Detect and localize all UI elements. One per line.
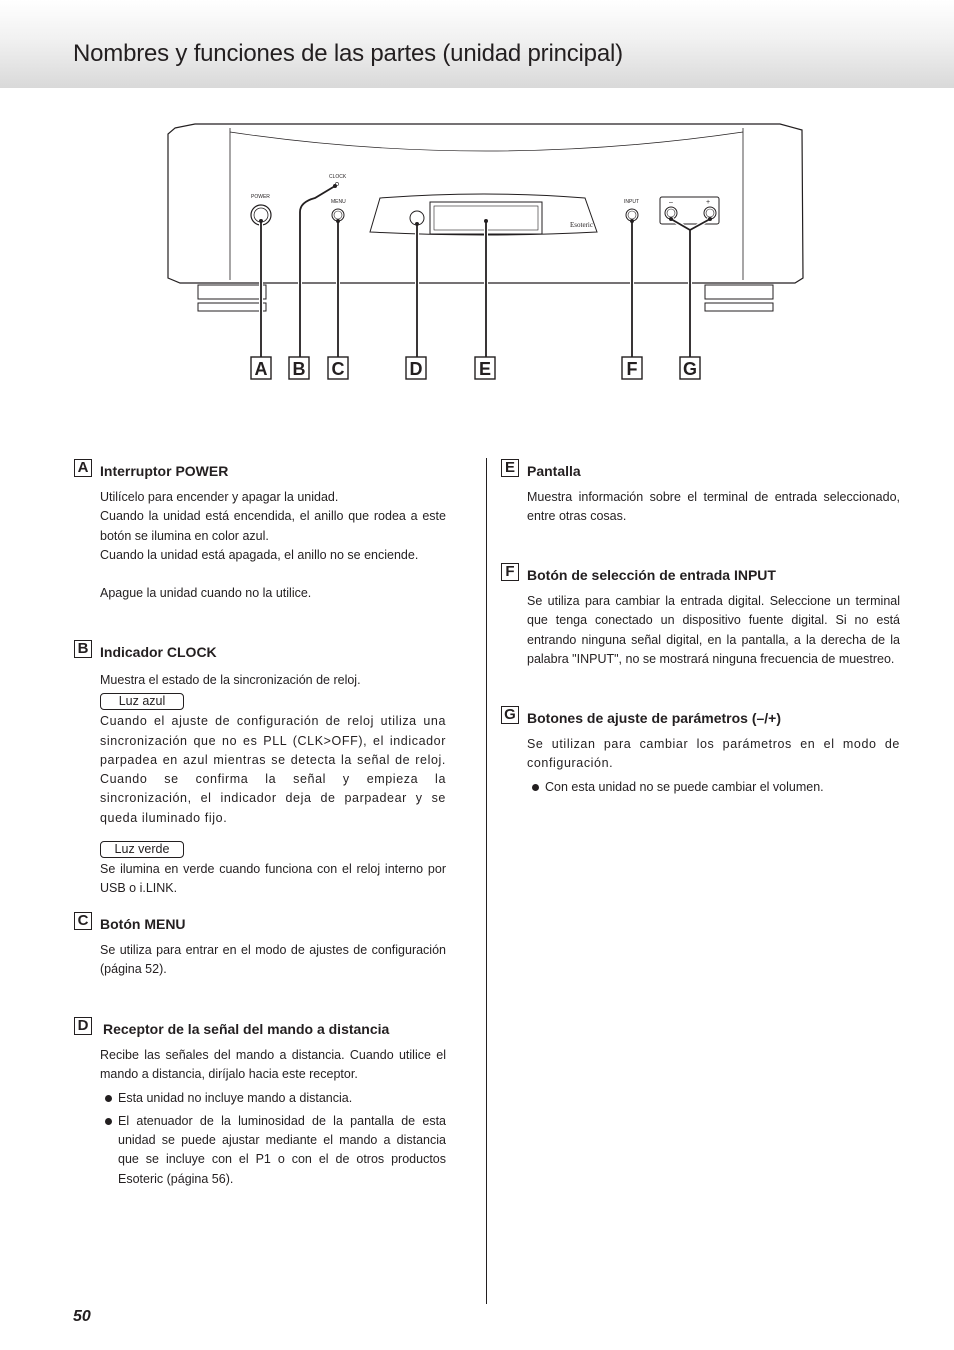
section-g-letter: G <box>501 706 519 724</box>
section-d-bullet-1: Esta unidad no incluye mando a distancia. <box>100 1089 446 1108</box>
callout-g: G <box>682 359 698 379</box>
section-b-text-3: Se ilumina en verde cuando funciona con el reloj interno por USB o i.LINK. <box>100 862 446 896</box>
section-g-title: Botones de ajuste de parámetros (–/+) <box>527 710 782 726</box>
section-g-bullet-1: Con esta unidad no se puede cambiar el volumen. <box>527 778 900 797</box>
section-e-letter: E <box>501 459 519 477</box>
section-c-text-1: Se utiliza para entrar en el modo de ajustes de configuración (página 52). <box>100 943 446 977</box>
section-d-bullet-2: El atenuador de la luminosidad de la pantalla de esta unidad se puede ajustar mediante el mando a distancia que se incluye con el P1 o con el de otros productos Esoteric (página 56). <box>100 1112 446 1189</box>
callout-a: A <box>254 359 268 379</box>
section-c-title: Botón MENU <box>100 916 186 932</box>
section-b-text-1: Muestra el estado de la sincronización de reloj. <box>100 673 361 687</box>
input-label: INPUT <box>624 199 639 205</box>
section-e <box>501 458 900 562</box>
green-light-label: Luz verde <box>100 841 184 858</box>
section-e-text-1: Muestra información sobre el terminal de entrada seleccionado, entre otras cosas. <box>527 490 900 524</box>
clock-label: CLOCK <box>329 174 347 180</box>
section-a-text-2: Cuando la unidad está encendida, el anillo que rodea a este botón se ilumina en color azul. <box>100 509 446 543</box>
section-c-letter: C <box>74 912 92 930</box>
section-d-title: Receptor de la señal del mando a distancia <box>103 1021 390 1037</box>
section-a-text-1: Utilícelo para encender y apagar la unidad. <box>100 490 339 504</box>
page-header <box>0 0 954 88</box>
section-g-text-1: Se utilizan para cambiar los parámetros en el modo de configuración. <box>527 737 900 771</box>
section-a-text-3: Cuando la unidad está apagada, el anillo no se enciende. <box>100 547 419 562</box>
minus-label: – <box>669 199 673 206</box>
blue-light-label: Luz azul <box>100 693 184 710</box>
section-f-letter: F <box>501 563 519 581</box>
callout-b: B <box>292 359 306 379</box>
page-number: 50 <box>73 1308 91 1325</box>
callout-d: D <box>409 359 423 379</box>
callout-f: F <box>626 359 638 379</box>
section-b-text-2: Cuando el ajuste de configuración de reloj utiliza una sincronización que no es PLL (CLK>OFF), el indicador parpadea en azul mientras se detecta la señal de reloj. Cuando se confirma la señal y empieza la sincronización, el indicador deja de parpadear y se queda iluminado fijo. <box>100 714 446 825</box>
page-title: Nombres y funciones de las partes (unidad principal) <box>73 40 623 67</box>
section-d <box>74 1016 446 1189</box>
section-f <box>501 562 900 705</box>
section-c <box>74 911 446 1016</box>
left-column <box>74 458 446 1193</box>
section-a-text-4: Apague la unidad cuando no la utilice. <box>100 586 312 601</box>
section-a-letter: A <box>74 459 92 477</box>
section-g <box>501 705 900 797</box>
section-b <box>74 639 446 911</box>
section-e-title: Pantalla <box>527 463 581 479</box>
section-f-text-1: Se utiliza para cambiar la entrada digital. Seleccione un terminal que tenga conectado un dispositivo fuente digital. Si no está entrando ninguna señal digital, en la pantalla, a la derecha de la palabra "INPUT", no se mostrará ninguna frecuencia de muestreo. <box>527 594 900 666</box>
plus-label: + <box>706 199 711 206</box>
section-a-title: Interruptor POWER <box>100 463 229 479</box>
menu-label: MENU <box>331 199 346 205</box>
section-b-letter: B <box>74 640 92 658</box>
section-a <box>74 458 446 639</box>
section-d-text-1: Recibe las señales del mando a distancia. Cuando utilice el mando a distancia, diríjalo hacia este receptor. <box>100 1048 446 1082</box>
section-f-title: Botón de selección de entrada INPUT <box>527 567 776 583</box>
right-column <box>501 458 900 801</box>
device-front-panel-illustration <box>165 120 810 390</box>
section-d-letter: D <box>74 1017 92 1035</box>
callout-c: C <box>331 359 345 379</box>
brand-logo-text: Esoteric <box>570 221 593 229</box>
power-label: POWER <box>251 194 270 200</box>
column-divider <box>486 458 487 1304</box>
callout-e: E <box>478 359 492 379</box>
section-b-title: Indicador CLOCK <box>100 644 217 660</box>
